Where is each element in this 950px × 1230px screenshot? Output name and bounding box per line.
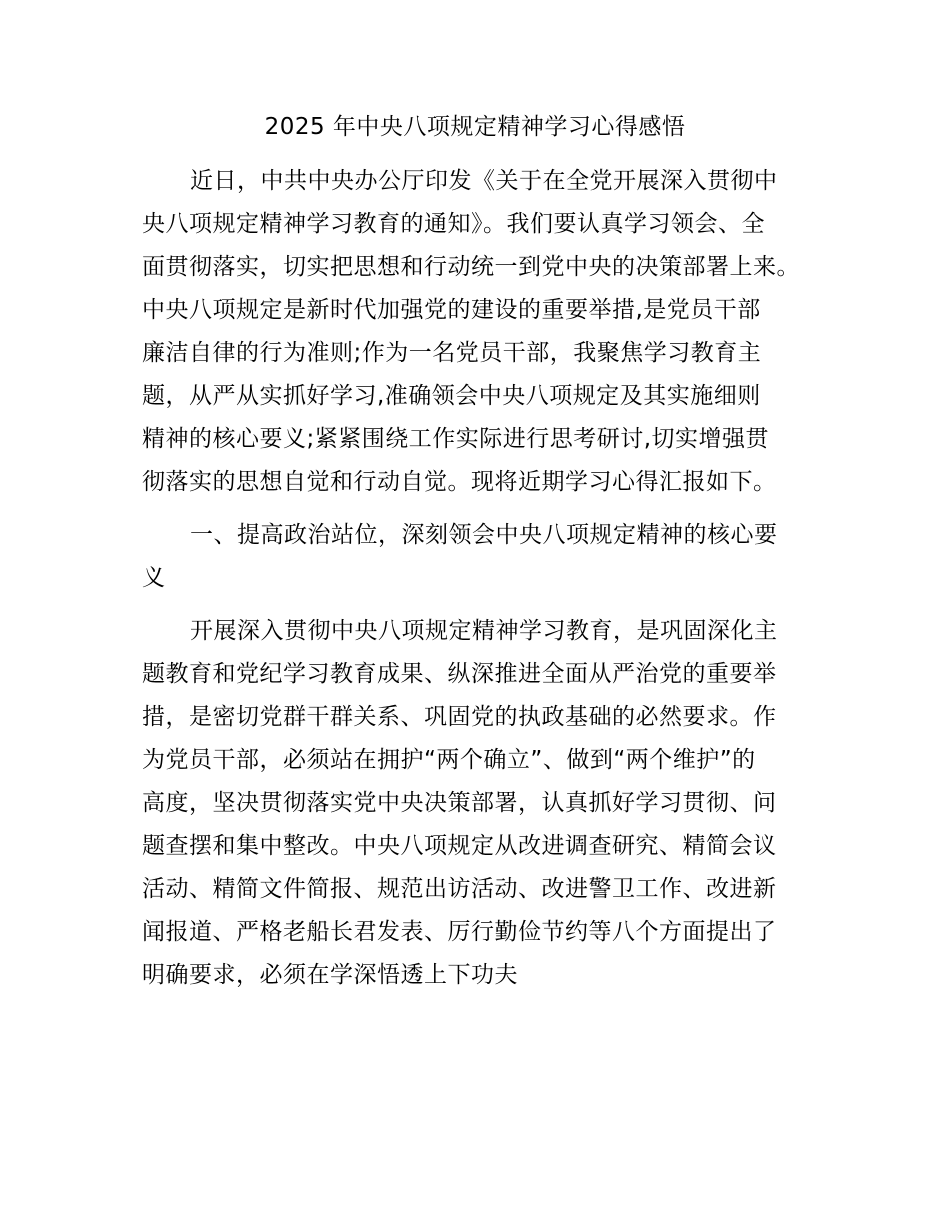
paragraph-2-line-9: 明确要求，必须在学深悟透上下功夫 <box>142 962 518 988</box>
paragraph-2-line-1: 开展深入贯彻中央八项规定精神学习教育，是巩固深化主 <box>190 618 778 644</box>
paragraph-1-line-2: 央八项规定精神学习教育的通知》。我们要认真学习领会、全 <box>142 211 765 237</box>
paragraph-1-line-1: 近日，中共中央办公厅印发《关于在全党开展深入贯彻中 <box>190 168 778 194</box>
paragraph-1-line-7: 精神的核心要义;紧紧围绕工作实际进行思考研讨,切实增强贯 <box>142 426 770 452</box>
paragraph-1-line-8: 彻落实的思想自觉和行动自觉。现将近期学习心得汇报如下。 <box>142 469 777 495</box>
paragraph-2-line-2: 题教育和党纪学习教育成果、纵深推进全面从严治党的重要举 <box>142 661 777 687</box>
paragraph-2-line-3: 措，是密切党群干群关系、巩固党的执政基础的必然要求。作 <box>142 704 777 730</box>
document-title: 2025 年中央八项规定精神学习心得感悟 <box>264 114 686 140</box>
paragraph-2-line-4: 为党员干部，必须站在拥护“两个确立”、做到“两个维护”的 <box>142 747 756 773</box>
section-heading-1-line-2: 义 <box>142 565 166 591</box>
paragraph-1-line-6: 题，从严从实抓好学习,准确领会中央八项规定及其实施细则 <box>142 383 761 409</box>
paragraph-1-line-5: 廉洁自律的行为准则;作为一名党员干部，我聚焦学习教育主 <box>142 340 762 366</box>
paragraph-2-line-7: 活动、精简文件简报、规范出访活动、改进警卫工作、改进新 <box>142 876 777 902</box>
paragraph-1-line-3: 面贯彻落实，切实把思想和行动统一到党中央的决策部署上来。 <box>142 254 800 280</box>
paragraph-2-line-8: 闻报道、严格老船长君发表、厉行勤俭节约等八个方面提出了 <box>142 919 777 945</box>
paragraph-1-line-4: 中央八项规定是新时代加强党的建设的重要举措,是党员干部 <box>142 297 761 323</box>
paragraph-2-line-5: 高度，坚决贯彻落实党中央决策部署，认真抓好学习贯彻、问 <box>142 790 777 816</box>
paragraph-2-line-6: 题查摆和集中整改。中央八项规定从改进调查研究、精简会议 <box>142 833 777 859</box>
section-heading-1-line-1: 一、提高政治站位，深刻领会中央八项规定精神的核心要 <box>190 522 778 548</box>
